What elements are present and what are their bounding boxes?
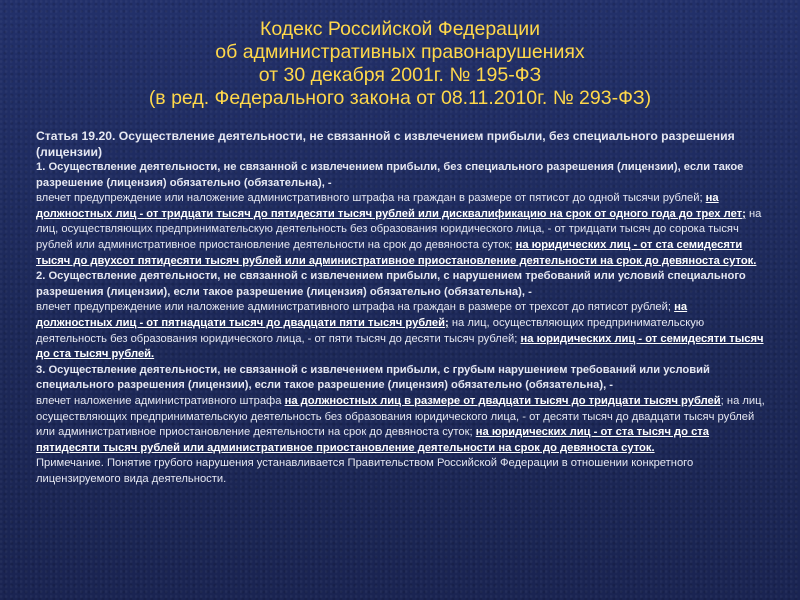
paragraph-2-emphasis-2: на юридических лиц - от семидесяти тысяч до ста тысяч рублей.	[36, 332, 764, 361]
note: Примечание. Понятие грубого нарушения устанавливается Правительством Российской Федерации в отношении конкретного лицензируемого вида деятельности.	[36, 457, 694, 485]
paragraph-3-emphasis-1: на должностных лиц в размере от двадцати тысяч до тридцати тысяч рублей	[284, 394, 721, 407]
paragraph-2-lead: 2. Осуществление деятельности, не связанной с извлечением прибыли, с нарушением требований или условий специального разрешения (лицензии), если такое разрешение (лицензия) обязательно (обязательна), -	[36, 270, 746, 298]
paragraph-1-text-1: влечет предупреждение или наложение административного штрафа на граждан в размере от пятисот до одной тысячи рублей;	[36, 192, 706, 205]
slide-title	[0, 18, 800, 110]
paragraph-1-text-2: на лиц, осуществляющих предпринимательскую деятельность без образования юридического лица, - от тридцати тысяч до сорока тысяч рублей или административное приостановление деятельности на срок до девяноста суток;	[36, 207, 762, 251]
paragraph-2	[36, 269, 766, 363]
article-body	[36, 128, 766, 487]
paragraph-1-lead: 1. Осуществление деятельности, не связанной с извлечением прибыли, без специального разрешения (лицензии), если такое разрешение (лицензия) обязательно (обязательна), -	[36, 161, 744, 189]
article-heading: Статья 19.20. Осуществление деятельности, не связанной с извлечением прибыли, без специального разрешения (лицензии)	[36, 129, 735, 159]
paragraph-3	[36, 363, 766, 457]
title-line-3: от 30 декабря 2001г. № 195-ФЗ	[258, 64, 542, 86]
title-line-1: Кодекс Российской Федерации	[260, 18, 540, 40]
paragraph-1-emphasis-2: на юридических лиц - от ста семидесяти тысяч до двухсот пятидесяти тысяч рублей или административное приостановление деятельности на срок до девяноста суток.	[36, 238, 757, 267]
paragraph-3-emphasis-2: на юридических лиц - от ста тысяч до ста пятидесяти тысяч рублей или административное приостановление деятельности на срок до девяноста суток.	[36, 426, 710, 454]
paragraph-3-lead: 3. Осуществление деятельности, не связанной с извлечением прибыли, с грубым нарушением требований или условий специального разрешения (лицензии), если такое разрешение (лицензия) обязательно (обязательна), -	[36, 363, 710, 392]
paragraph-2-text-2: на лиц, осуществляющих предпринимательскую деятельность без образования юридического лица, - от пяти тысяч до десяти тысяч рублей;	[36, 316, 705, 345]
title-line-2: об административных правонарушениях	[215, 41, 585, 63]
paragraph-3-text-1: влечет наложение административного штрафа	[36, 394, 285, 407]
paragraph-2-emphasis-1: на должностных лиц - от пятнадцати тысяч до двадцати пяти тысяч рублей;	[36, 301, 688, 329]
paragraph-1	[36, 160, 766, 269]
paragraph-3-text-2: ; на лиц, осуществляющих предпринимательскую деятельность без образования юридического лица, - от десяти тысяч до двадцати тысяч рублей или административное приостановление деятельности на срок до девяноста суток;	[36, 394, 765, 439]
paragraph-2-text-1: влечет предупреждение или наложение административного штрафа на граждан в размере от трехсот до пятисот рублей;	[36, 301, 675, 314]
paragraph-1-emphasis-1: на должностных лиц - от тридцати тысяч до пятидесяти тысяч рублей или дисквалификацию на срок от одного года до трех лет;	[36, 192, 746, 220]
title-line-4: (в ред. Федерального закона от 08.11.2010г. № 293-ФЗ)	[148, 87, 652, 109]
